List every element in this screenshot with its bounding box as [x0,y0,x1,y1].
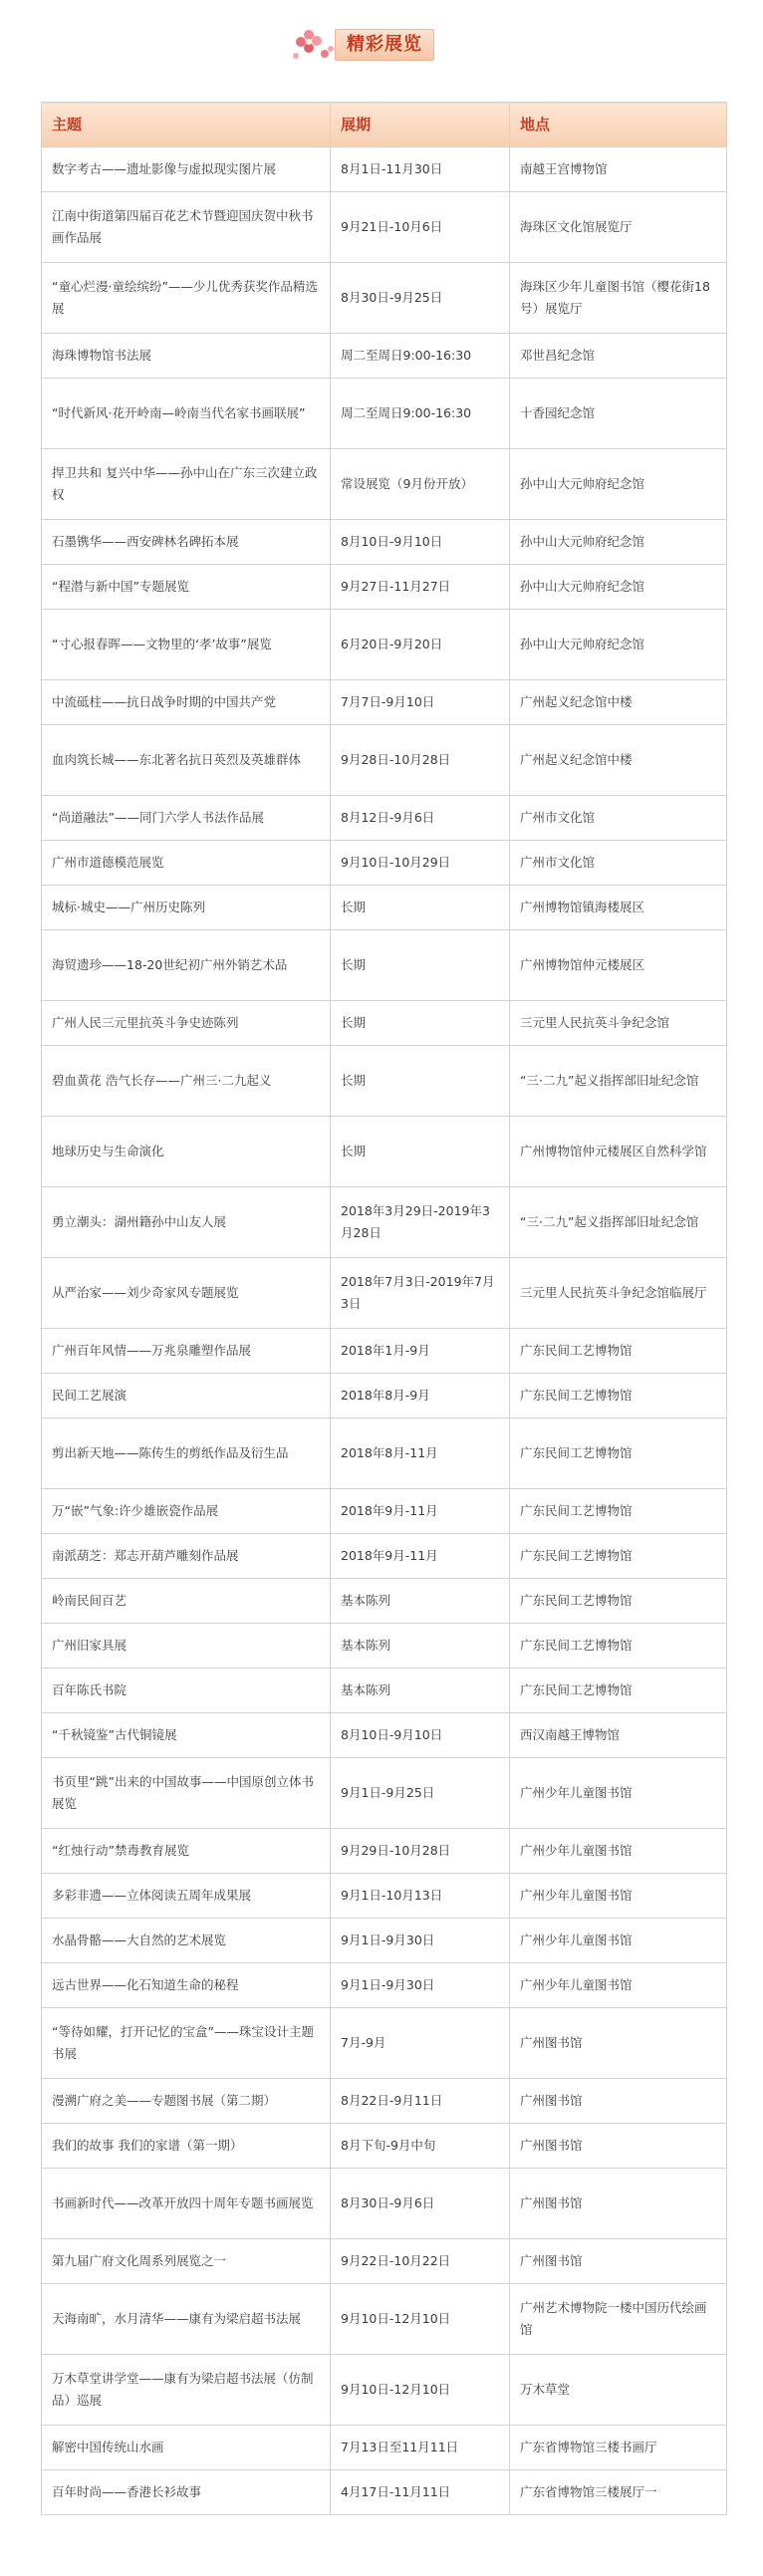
table-row [42,796,727,841]
table-row [42,2284,727,2355]
column-header-theme: 主题 [42,103,331,147]
cell-venue: “三·二九”起义指挥部旧址纪念馆 [510,1187,727,1258]
cell-venue: 广州少年儿童图书馆 [510,1829,727,1874]
cell-period: 8月10日-9月10日 [331,1713,510,1758]
table-row [42,841,727,886]
table-row [42,1829,727,1874]
cell-venue: 广东民间工艺博物馆 [510,1329,727,1374]
table-row [42,2239,727,2284]
table-row [42,1258,727,1329]
cell-theme: 剪出新天地——陈传生的剪纸作品及衍生品 [42,1418,331,1489]
cell-theme: “千秋镜鉴”古代铜镜展 [42,1713,331,1758]
cell-period: 8月下旬-9月中旬 [331,2124,510,2169]
cell-venue: 广东民间工艺博物馆 [510,1579,727,1624]
cell-theme: 书画新时代——改革开放四十周年专题书画展览 [42,2169,331,2239]
table-row [42,147,727,192]
cell-venue: 广州市文化馆 [510,796,727,841]
cell-theme: 石墨镌华——西安碑林名碑拓本展 [42,520,331,565]
cell-period: 2018年8月-9月 [331,1374,510,1418]
table-header-row [42,103,727,147]
cell-venue: 广州起义纪念馆中楼 [510,680,727,725]
cell-theme: 民间工艺展演 [42,1374,331,1418]
table-row [42,1874,727,1919]
cell-theme: 南派葫芝：郑志开葫芦雕刻作品展 [42,1534,331,1579]
cell-period: 9月28日-10月28日 [331,725,510,796]
cell-period: 2018年3月29日-2019年3月28日 [331,1187,510,1258]
cell-period: 长期 [331,886,510,930]
table-row [42,1534,727,1579]
table-row [42,1758,727,1829]
cell-venue: 广州博物馆镇海楼展区 [510,886,727,930]
cell-period: 8月12日-9月6日 [331,796,510,841]
cell-venue: 孙中山大元帅府纪念馆 [510,565,727,610]
cell-theme: 广州百年风情——万兆泉雕塑作品展 [42,1329,331,1374]
cell-venue: 孙中山大元帅府纪念馆 [510,449,727,520]
column-header-venue: 地点 [510,103,727,147]
cell-theme: “尚道融法”——同门六学人书法作品展 [42,796,331,841]
cell-period: 9月29日-10月28日 [331,1829,510,1874]
cell-theme: “寸心报春晖——文物里的‘孝’故事”展览 [42,610,331,680]
cell-period: 9月21日-10月6日 [331,192,510,263]
cell-period: 长期 [331,1001,510,1046]
cell-venue: 邓世昌纪念馆 [510,334,727,379]
cell-theme: 水晶骨骼——大自然的艺术展览 [42,1919,331,1963]
cell-venue: 广州图书馆 [510,2008,727,2079]
cell-venue: 广州艺术博物院一楼中国历代绘画馆 [510,2284,727,2355]
cell-venue: 广州少年儿童图书馆 [510,1758,727,1829]
cell-venue: 广州少年儿童图书馆 [510,1874,727,1919]
cell-period: 2018年9月-11月 [331,1534,510,1579]
cell-venue: 广州图书馆 [510,2169,727,2239]
table-row [42,930,727,1001]
cell-theme: 地球历史与生命演化 [42,1117,331,1187]
cell-venue: “三·二九”起义指挥部旧址纪念馆 [510,1046,727,1117]
cell-theme: 第九届广府文化周系列展览之一 [42,2239,331,2284]
cell-theme: “程潜与新中国”专题展览 [42,565,331,610]
cell-venue: 广州少年儿童图书馆 [510,1963,727,2008]
cell-period: 9月1日-10月13日 [331,1874,510,1919]
cell-theme: 书页里“跳”出来的中国故事——中国原创立体书展览 [42,1758,331,1829]
cell-theme: 勇立潮头：湖州籍孙中山友人展 [42,1187,331,1258]
cell-period: 8月30日-9月6日 [331,2169,510,2239]
cell-theme: 岭南民间百艺 [42,1579,331,1624]
cell-period: 9月1日-9月25日 [331,1758,510,1829]
cell-venue: 海珠区文化馆展览厅 [510,192,727,263]
table-row [42,1669,727,1713]
cell-period: 7月7日-9月10日 [331,680,510,725]
cell-theme: 我们的故事 我们的家谱（第一期） [42,2124,331,2169]
section-header [287,22,446,68]
cell-theme: 江南中街道第四届百花艺术节暨迎国庆贺中秋书画作品展 [42,192,331,263]
flower-icon [287,22,339,68]
cell-theme: 从严治家——刘少奇家风专题展览 [42,1258,331,1329]
cell-venue: 南越王宫博物馆 [510,147,727,192]
cell-venue: 广州起义纪念馆中楼 [510,725,727,796]
table-row [42,1329,727,1374]
table-row [42,1418,727,1489]
cell-venue: 万木草堂 [510,2355,727,2426]
cell-theme: 碧血黄花 浩气长存——广州三·二九起义 [42,1046,331,1117]
cell-venue: 孙中山大元帅府纪念馆 [510,610,727,680]
cell-period: 9月27日-11月27日 [331,565,510,610]
cell-venue: 广州博物馆仲元楼展区 [510,930,727,1001]
cell-period: 8月1日-11月30日 [331,147,510,192]
cell-period: 8月10日-9月10日 [331,520,510,565]
cell-venue: 广东民间工艺博物馆 [510,1534,727,1579]
table-row [42,1046,727,1117]
cell-period: 周二至周日9:00-16:30 [331,334,510,379]
table-row [42,520,727,565]
table-row [42,1001,727,1046]
cell-period: 基本陈列 [331,1624,510,1669]
cell-venue: 广州图书馆 [510,2239,727,2284]
cell-period: 2018年9月-11月 [331,1489,510,1534]
cell-period: 2018年7月3日-2019年7月3日 [331,1258,510,1329]
table-row [42,886,727,930]
table-row [42,725,727,796]
table-row [42,2008,727,2079]
table-row [42,1624,727,1669]
table-row [42,192,727,263]
column-header-period: 展期 [331,103,510,147]
cell-period: 7月-9月 [331,2008,510,2079]
cell-theme: 数字考古——遗址影像与虚拟现实图片展 [42,147,331,192]
cell-theme: 解密中国传统山水画 [42,2426,331,2470]
exhibition-table [41,102,727,2515]
cell-venue: 广州少年儿童图书馆 [510,1919,727,1963]
cell-period: 长期 [331,930,510,1001]
cell-venue: 孙中山大元帅府纪念馆 [510,520,727,565]
cell-theme: 捍卫共和 复兴中华——孙中山在广东三次建立政权 [42,449,331,520]
table-row [42,2124,727,2169]
cell-theme: 广州人民三元里抗英斗争史迹陈列 [42,1001,331,1046]
cell-period: 长期 [331,1117,510,1187]
cell-period: 9月10日-10月29日 [331,841,510,886]
table-row [42,1117,727,1187]
cell-theme: 城标·城史——广州历史陈列 [42,886,331,930]
cell-theme: 万“嵌”气象:许少雄嵌瓷作品展 [42,1489,331,1534]
cell-theme: 万木草堂讲学堂——康有为梁启超书法展（仿制品）巡展 [42,2355,331,2426]
cell-period: 长期 [331,1046,510,1117]
cell-venue: 广东民间工艺博物馆 [510,1489,727,1534]
table-row [42,680,727,725]
cell-venue: 广东民间工艺博物馆 [510,1669,727,1713]
cell-venue: 三元里人民抗英斗争纪念馆临展厅 [510,1258,727,1329]
table-row [42,2470,727,2515]
cell-theme: “童心烂漫·童绘缤纷”——少儿优秀获奖作品精选展 [42,263,331,334]
table-row [42,1919,727,1963]
cell-venue: 海珠区少年儿童图书馆（樱花街18号）展览厅 [510,263,727,334]
cell-theme: 百年陈氏书院 [42,1669,331,1713]
table-row [42,1963,727,2008]
cell-period: 9月1日-9月30日 [331,1919,510,1963]
table-row [42,2079,727,2124]
table-row [42,2355,727,2426]
cell-theme: 血肉筑长城——东北著名抗日英烈及英雄群体 [42,725,331,796]
cell-theme: “时代新风·花开岭南—岭南当代名家书画联展” [42,379,331,449]
cell-venue: 广东省博物馆三楼书画厅 [510,2426,727,2470]
table-row [42,1713,727,1758]
cell-period: 9月10日-12月10日 [331,2355,510,2426]
table-row [42,1579,727,1624]
cell-venue: 广东民间工艺博物馆 [510,1624,727,1669]
table-row [42,449,727,520]
table-row [42,2169,727,2239]
cell-theme: 多彩非遗——立体阅读五周年成果展 [42,1874,331,1919]
cell-venue: 广州市文化馆 [510,841,727,886]
cell-venue: 三元里人民抗英斗争纪念馆 [510,1001,727,1046]
cell-theme: 海贸遗珍——18-20世纪初广州外销艺术品 [42,930,331,1001]
cell-venue: 广州图书馆 [510,2124,727,2169]
cell-venue: 西汉南越王博物馆 [510,1713,727,1758]
cell-period: 9月22日-10月22日 [331,2239,510,2284]
table-row [42,334,727,379]
cell-period: 8月22日-9月11日 [331,2079,510,2124]
cell-venue: 广东民间工艺博物馆 [510,1418,727,1489]
table-row [42,610,727,680]
cell-period: 8月30日-9月25日 [331,263,510,334]
table-row [42,263,727,334]
table-row [42,565,727,610]
cell-period: 7月13日至11月11日 [331,2426,510,2470]
cell-period: 周二至周日9:00-16:30 [331,379,510,449]
cell-theme: “红烛行动”禁毒教育展览 [42,1829,331,1874]
cell-period: 2018年8月-11月 [331,1418,510,1489]
table-row [42,1187,727,1258]
cell-period: 4月17日-11月11日 [331,2470,510,2515]
table-row [42,2426,727,2470]
cell-theme: 中流砥柱——抗日战争时期的中国共产党 [42,680,331,725]
table-row [42,1489,727,1534]
cell-theme: “等待如耀，打开记忆的宝盒”——珠宝设计主题书展 [42,2008,331,2079]
cell-theme: 远古世界——化石知道生命的秘程 [42,1963,331,2008]
cell-period: 基本陈列 [331,1579,510,1624]
cell-period: 9月1日-9月30日 [331,1963,510,2008]
cell-venue: 广州博物馆仲元楼展区自然科学馆 [510,1117,727,1187]
cell-theme: 天海南旷，水月清华——康有为梁启超书法展 [42,2284,331,2355]
section-title: 精彩展览 [335,29,434,61]
cell-period: 2018年1月-9月 [331,1329,510,1374]
cell-period: 6月20日-9月20日 [331,610,510,680]
cell-venue: 广东民间工艺博物馆 [510,1374,727,1418]
cell-period: 基本陈列 [331,1669,510,1713]
cell-theme: 百年时尚——香港长衫故事 [42,2470,331,2515]
cell-venue: 广东省博物馆三楼展厅一 [510,2470,727,2515]
cell-period: 常设展览（9月份开放） [331,449,510,520]
table-row [42,1374,727,1418]
cell-theme: 海珠博物馆书法展 [42,334,331,379]
cell-theme: 广州旧家具展 [42,1624,331,1669]
cell-venue: 十香园纪念馆 [510,379,727,449]
cell-theme: 漫溯广府之美——专题图书展（第二期） [42,2079,331,2124]
cell-venue: 广州图书馆 [510,2079,727,2124]
cell-theme: 广州市道德模范展览 [42,841,331,886]
cell-period: 9月10日-12月10日 [331,2284,510,2355]
table-row [42,379,727,449]
